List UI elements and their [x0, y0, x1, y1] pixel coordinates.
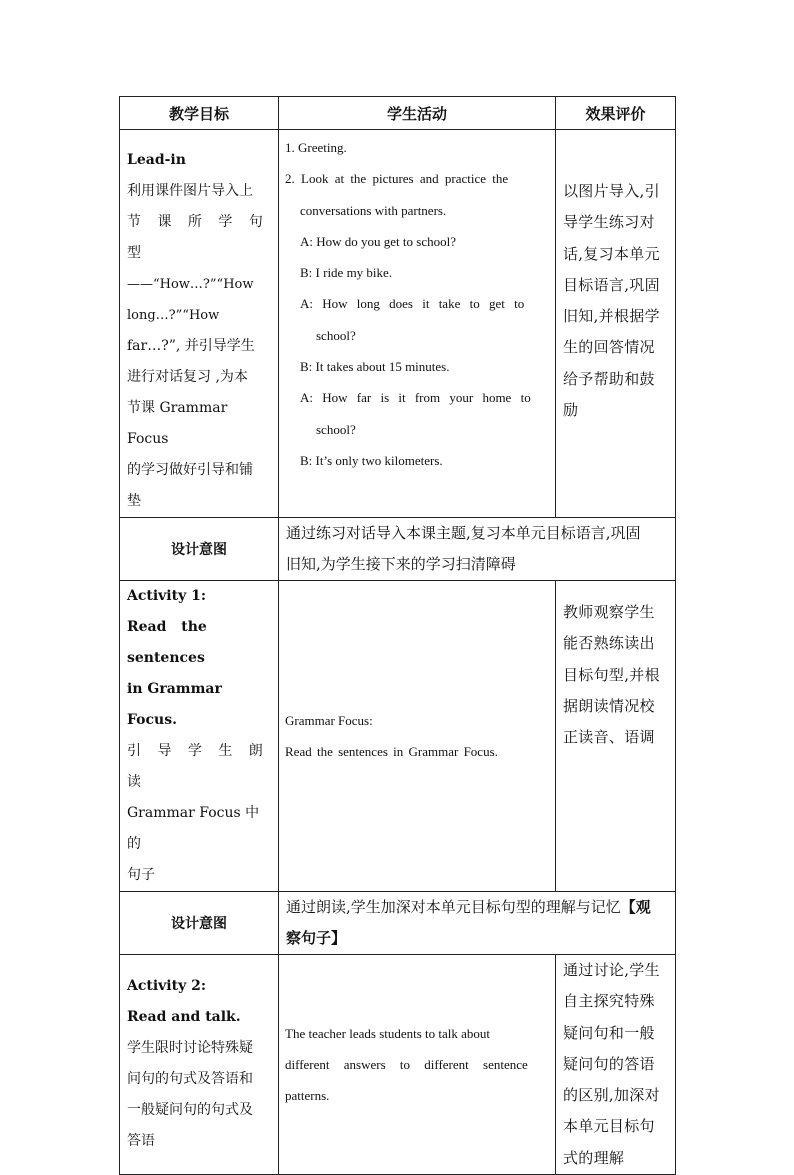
leadin-objective-line: long…?”“How: [127, 308, 220, 323]
activity1-title: in Grammar Focus.: [127, 681, 222, 728]
activity2-title: Activity 2:: [127, 978, 207, 994]
evaluation-line: 本单元目标句: [563, 1117, 655, 1136]
activity2-objective-cell: [120, 955, 279, 1175]
leadin-objective-line: 的学习做好引导和铺: [127, 462, 253, 478]
dialogue-line: A: How do you get to school?: [300, 233, 456, 249]
header-activity: 学生活动: [279, 97, 556, 130]
activity2-evaluation-cell: [556, 955, 676, 1175]
leadin-activity-cell: [279, 130, 556, 518]
leadin-evaluation-cell: [556, 130, 676, 518]
activity2-activity-cell: [279, 955, 556, 1175]
intent-label: 设计意图: [120, 518, 279, 581]
leadin-row: [120, 130, 676, 518]
leadin-title: Lead-in: [127, 152, 186, 168]
dialogue-line: A: How long does it take to get to: [300, 296, 525, 312]
activity-line: The teacher leads students to talk about: [285, 1025, 491, 1041]
leadin-objective-cell: [120, 130, 279, 518]
intent-row-2: [120, 892, 676, 955]
evaluation-line: 以图片导入,引: [563, 182, 660, 200]
activity-line: 1. Greeting.: [285, 140, 347, 155]
activity1-objective-cell: [120, 581, 279, 892]
evaluation-line: 正读音、语调: [563, 728, 655, 747]
activity-line: patterns.: [285, 1088, 330, 1104]
intent-row-1: [120, 518, 676, 581]
leadin-objective-line: 节课 Grammar Focus: [127, 400, 228, 447]
activity1-objective-line: 句子: [127, 867, 155, 883]
activity2-row: [120, 955, 676, 1175]
activity1-title: Activity 1:: [127, 588, 207, 604]
leadin-objective-line: far…?”, 并引导学生: [127, 338, 255, 354]
intent-text-cell: [279, 518, 676, 581]
activity-line: Read the sentences in Grammar Focus.: [285, 744, 498, 759]
intent-line-bold: 察句子】: [286, 929, 347, 947]
intent-label: 设计意图: [120, 892, 279, 955]
evaluation-line: 旧知,并根据学: [563, 307, 660, 326]
dialogue-line: B: I ride my bike.: [300, 265, 393, 281]
activity2-objective-line: 答语: [127, 1133, 155, 1149]
evaluation-line: 目标语言,巩固: [563, 275, 660, 294]
lesson-plan-table: [119, 96, 676, 1175]
evaluation-line: 的区别,加深对: [563, 1086, 660, 1105]
activity1-objective-line: 引 导 学 生 朗 读: [127, 743, 269, 790]
activity2-objective-line: 学生限时讨论特殊疑: [127, 1040, 253, 1056]
intent-text-cell: [279, 892, 676, 955]
leadin-objective-line: 进行对话复习 ,为本: [127, 369, 248, 385]
dialogue-line: school?: [316, 327, 356, 343]
header-evaluation: 效果评价: [556, 97, 676, 130]
evaluation-line: 目标句型,并根: [563, 665, 660, 684]
intent-line-bold: 【观: [620, 898, 651, 916]
activity1-title: Read the sentences: [127, 619, 207, 666]
activity-line: Grammar Focus:: [285, 712, 373, 728]
evaluation-line: 疑问句和一般: [563, 1023, 655, 1042]
evaluation-line: 生的回答情况: [563, 338, 655, 357]
activity1-row: [120, 581, 676, 892]
evaluation-line: 导学生练习对: [563, 213, 655, 232]
evaluation-line: 自主探究特殊: [563, 992, 655, 1011]
intent-line: 旧知,为学生接下来的学习扫清障碍: [286, 555, 516, 573]
activity2-objective-line: 问句的句式及答语和: [127, 1071, 253, 1087]
activity1-activity-cell: [279, 581, 556, 892]
activity-line: 2. Look at the pictures and practice the: [285, 171, 509, 187]
evaluation-line: 通过讨论,学生: [563, 961, 660, 979]
leadin-objective-line: 节 课 所 学 句 型: [127, 214, 269, 261]
header-row: [120, 97, 676, 130]
activity2-objective-line: 一般疑问句的句式及: [127, 1102, 253, 1118]
evaluation-line: 励: [563, 401, 579, 420]
activity1-evaluation-cell: [556, 581, 676, 892]
evaluation-line: 话,复习本单元: [563, 244, 660, 263]
header-objective: 教学目标: [120, 97, 279, 130]
leadin-objective-line: ——“How…?”“How: [127, 277, 254, 292]
evaluation-line: 给予帮助和鼓: [563, 369, 655, 388]
dialogue-line: B: It’s only two kilometers.: [300, 452, 443, 468]
activity-line: different answers to different sentence: [285, 1056, 528, 1072]
leadin-objective-line: 利用课件图片导入上: [127, 183, 253, 199]
dialogue-line: school?: [316, 421, 356, 437]
evaluation-line: 教师观察学生: [563, 603, 655, 621]
evaluation-line: 式的理解: [563, 1148, 625, 1167]
evaluation-line: 疑问句的答语: [563, 1054, 655, 1073]
intent-line-text: 通过朗读,学生加深对本单元目标句型的理解与记忆: [286, 898, 621, 916]
dialogue-line: A: How far is it from your home to: [300, 390, 531, 406]
dialogue-line: B: It takes about 15 minutes.: [300, 359, 450, 375]
intent-line: [286, 892, 668, 923]
activity-line: conversations with partners.: [300, 202, 447, 218]
leadin-objective-line: 垫: [127, 493, 141, 509]
activity2-title: Read and talk.: [127, 1009, 241, 1025]
evaluation-line: 能否熟练读出: [563, 634, 655, 653]
activity1-objective-line: Grammar Focus 中的: [127, 805, 260, 852]
evaluation-line: 据朗读情况校: [563, 696, 655, 715]
intent-line: 通过练习对话导入本课主题,复习本单元目标语言,巩固: [286, 524, 641, 542]
